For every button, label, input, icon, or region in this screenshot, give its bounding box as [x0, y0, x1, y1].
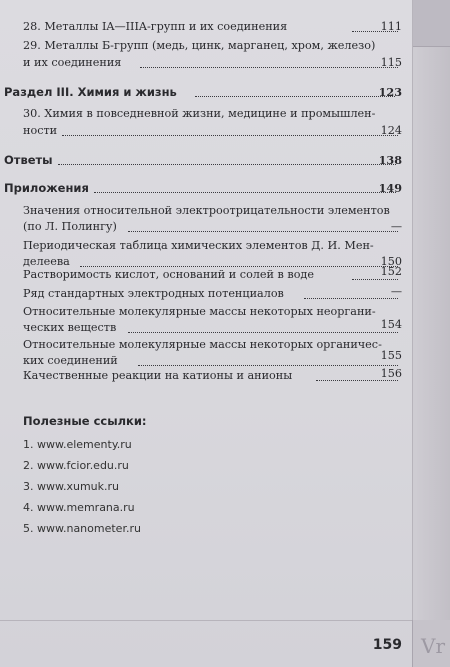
toc-entry-label: ческих веществ	[23, 321, 117, 334]
toc-answers[interactable]	[4, 152, 53, 168]
toc-entry-label: Качественные реакции на катионы и анионы	[23, 369, 293, 382]
toc-appendix-organic-masses[interactable]	[23, 337, 382, 353]
toc-entry-label: Относительные молекулярные массы некоторых органичес-	[23, 338, 382, 351]
toc-dot-leader	[304, 297, 398, 299]
toc-entry-label: и их соединения	[23, 56, 122, 69]
toc-page-number: 124	[380, 124, 402, 137]
corner-decoration	[412, 620, 450, 667]
toc-page-number: 115	[380, 56, 402, 69]
toc-appendix-periodic-table[interactable]	[23, 238, 374, 254]
toc-entry-label: 28. Металлы IA—IIIA-групп и их соединения	[23, 20, 288, 33]
toc-entry-label: Периодическая таблица химических элементов Д. И. Мен-	[23, 239, 374, 252]
toc-page-number: 156	[380, 367, 402, 380]
toc-appendix-inorganic-masses-cont	[23, 320, 116, 336]
footer-divider	[0, 620, 412, 621]
toc-page-number: —	[390, 285, 402, 298]
toc-entry-30-cont	[23, 123, 57, 139]
toc-entry-label: Значения относительной электроотрицательности элементов	[23, 204, 390, 217]
toc-dot-leader	[138, 364, 398, 366]
toc-entry-label: ности	[23, 124, 58, 137]
toc-dot-leader	[128, 331, 398, 333]
toc-appendix[interactable]	[4, 180, 89, 196]
toc-entry-label: Растворимость кислот, оснований и солей в воде	[23, 268, 314, 281]
toc-entry-label: 30. Химия в повседневной жизни, медицине и промышлен-	[23, 107, 376, 120]
toc-page-number: 138	[378, 153, 402, 167]
edge-tab	[412, 0, 450, 47]
toc-dot-leader	[128, 230, 398, 232]
toc-entry-29-cont	[23, 55, 121, 71]
toc-entry-label: 29. Металлы Б-групп (медь, цинк, марганец, хром, железо)	[23, 39, 376, 52]
corner-glyph: Vr	[421, 634, 446, 658]
page-number: 159	[372, 637, 402, 653]
toc-page-number: 152	[380, 265, 402, 278]
useful-link[interactable]: 2. www.fcior.edu.ru	[23, 459, 129, 472]
toc-page-number: 149	[378, 181, 402, 195]
toc-entry-label: Относительные молекулярные массы некоторых неоргани-	[23, 305, 376, 318]
toc-dot-leader	[62, 134, 398, 136]
page-edge-strip	[412, 0, 450, 667]
useful-link[interactable]: 3. www.xumuk.ru	[23, 480, 119, 493]
toc-appendix-inorganic-masses[interactable]	[23, 304, 376, 320]
toc-appendix-electronegativity[interactable]	[23, 203, 390, 219]
toc-dot-leader	[58, 163, 396, 165]
toc-page-number: 123	[378, 85, 402, 99]
toc-appendix-organic-masses-cont	[23, 353, 118, 369]
toc-section-label: Ответы	[4, 153, 53, 167]
useful-links-title: Полезные ссылки:	[23, 414, 147, 428]
useful-link[interactable]: 4. www.memrana.ru	[23, 501, 135, 514]
toc-page-number: —	[390, 220, 402, 233]
toc-entry-29[interactable]	[23, 38, 375, 54]
toc-entry-label: делеева	[23, 255, 70, 268]
toc-dot-leader	[94, 191, 396, 193]
useful-link[interactable]: 1. www.elementy.ru	[23, 438, 132, 451]
toc-section-label: Раздел III. Химия и жизнь	[4, 85, 177, 99]
toc-appendix-electronegativity-cont	[23, 219, 117, 235]
toc-dot-leader	[140, 66, 398, 68]
toc-entry-28[interactable]	[23, 19, 287, 35]
toc-page-number: 150	[380, 255, 402, 268]
toc-dot-leader	[195, 95, 395, 97]
toc-appendix-solubility[interactable]	[23, 267, 314, 283]
toc-page-number: 111	[380, 20, 402, 33]
toc-page-number: 155	[380, 349, 402, 362]
toc-section-label: Приложения	[4, 181, 89, 195]
toc-appendix-qualitative-reactions[interactable]	[23, 368, 292, 384]
toc-section-3[interactable]	[4, 84, 177, 100]
toc-entry-label: Ряд стандартных электродных потенциалов	[23, 287, 284, 300]
toc-entry-label: (по Л. Полингу)	[23, 220, 117, 233]
toc-page-number: 154	[380, 318, 402, 331]
toc-entry-label: ких соединений	[23, 354, 118, 367]
toc-appendix-electrode-potentials[interactable]	[23, 286, 284, 302]
useful-link[interactable]: 5. www.nanometer.ru	[23, 522, 141, 535]
toc-entry-30[interactable]	[23, 106, 375, 122]
